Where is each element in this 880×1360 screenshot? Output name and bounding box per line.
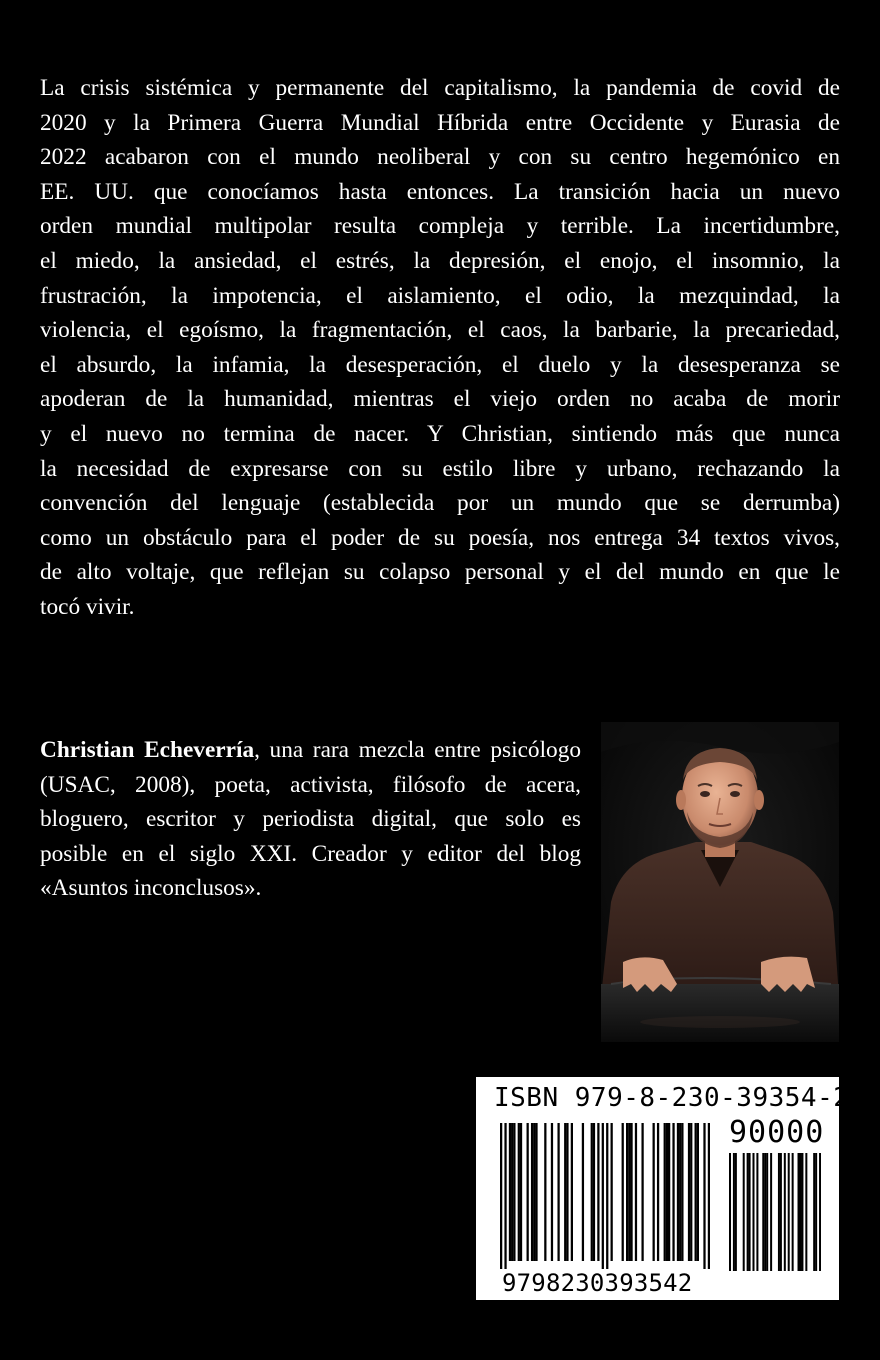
- barcode-bar: [593, 1123, 595, 1261]
- barcode-bar: [784, 1153, 786, 1271]
- isbn-label: ISBN 979-8-230-39354-2: [494, 1083, 850, 1113]
- author-bio-line: (USAC, 2008), poeta, activista, filósofo de acera,: [40, 771, 581, 798]
- barcode-bar: [780, 1153, 782, 1271]
- barcode-bar: [690, 1123, 692, 1261]
- synopsis-line: de alto voltaje, que reflejan su colapso personal y el del mundo en que le: [40, 559, 840, 586]
- barcode-bar: [697, 1123, 699, 1261]
- barcode-bar: [500, 1123, 502, 1269]
- author-bio-line: [40, 733, 581, 768]
- barcode-bar: [666, 1123, 668, 1261]
- barcode-bar: [657, 1123, 659, 1261]
- barcode-bar: [681, 1123, 683, 1261]
- isbn-barcode: [476, 1077, 850, 1300]
- synopsis-line: La crisis sistémica y permanente del capitalismo, la pandemia de covid de: [40, 75, 840, 101]
- barcode-bar: [571, 1123, 573, 1261]
- barcode-bar: [544, 1123, 546, 1261]
- barcode-bar: [778, 1153, 780, 1271]
- synopsis-line: 2022 acabaron con el mundo neoliberal y con su centro hegemónico en: [40, 144, 840, 171]
- barcode-bar: [762, 1153, 764, 1271]
- synopsis-line: convención del lenguaje (establecida por un mundo que se derrumba): [40, 490, 840, 517]
- synopsis-line: orden mundial multipolar resulta compleja y terrible. La incertidumbre,: [40, 213, 840, 240]
- barcode-bar: [582, 1123, 584, 1261]
- barcode-bar: [688, 1123, 690, 1261]
- synopsis-line: apoderan de la humanidad, mientras el viejo orden no acaba de morir: [40, 386, 840, 413]
- synopsis-line: el miedo, la ansiedad, el estrés, la depresión, el enojo, el insomnio, la: [40, 247, 840, 274]
- barcode-bar: [729, 1153, 731, 1271]
- barcode-bar: [801, 1153, 803, 1271]
- ean-digits: 9798230393542: [502, 1269, 693, 1297]
- barcode-bar: [752, 1153, 754, 1271]
- barcode-bar: [677, 1123, 679, 1261]
- barcode-bar: [819, 1153, 821, 1271]
- barcode-bar: [533, 1123, 535, 1261]
- author-bio-line: posible en el siglo XXI. Creador y editor del blog: [40, 840, 581, 867]
- barcode-bar: [635, 1123, 637, 1261]
- author-name: Christian Echeverría: [40, 737, 255, 763]
- synopsis-line: y el nuevo no termina de nacer. Y Christian, sintiendo más que nunca: [40, 420, 840, 447]
- author-bio-intro: , una rara mezcla entre psicólogo: [254, 737, 581, 763]
- barcode-bar: [518, 1123, 520, 1261]
- barcode-bar: [679, 1123, 681, 1261]
- barcode-bar: [735, 1153, 737, 1271]
- synopsis-line: la necesidad de expresarse con su estilo libre y urbano, rechazando la: [40, 455, 840, 482]
- barcode-bar: [799, 1153, 801, 1271]
- barcode-bar: [520, 1123, 522, 1261]
- barcode-bar: [792, 1153, 794, 1271]
- synopsis-line: violencia, el egoísmo, la fragmentación, el caos, la barbarie, la precariedad,: [40, 317, 840, 344]
- barcode-bar: [626, 1123, 628, 1261]
- barcode-bar: [770, 1153, 772, 1271]
- author-bio-line: bloguero, escritor y periodista digital, que solo es: [40, 806, 581, 833]
- synopsis-line: como un obstáculo para el poder de su poesía, nos entrega 34 textos vivos,: [40, 524, 840, 551]
- ean13-bars: [500, 1123, 710, 1269]
- barcode-bar: [749, 1153, 751, 1271]
- barcode-bar: [766, 1153, 768, 1271]
- barcode-bar: [798, 1153, 800, 1271]
- barcode-bar: [509, 1123, 511, 1261]
- barcode-bar: [504, 1123, 506, 1269]
- barcode-bar: [597, 1123, 599, 1261]
- barcode-bar: [628, 1123, 630, 1261]
- synopsis-line: EE. UU. que conocíamos hasta entonces. La transición hacia un nuevo: [40, 178, 840, 205]
- barcode-bar: [703, 1123, 705, 1269]
- price-addon-bars: [729, 1153, 821, 1271]
- synopsis-line: frustración, la impotencia, el aislamiento, el odio, la mezquindad, la: [40, 282, 840, 309]
- barcode-bar: [611, 1123, 613, 1261]
- barcode-bar: [668, 1123, 670, 1261]
- barcode-bar: [527, 1123, 529, 1261]
- barcode-bar: [511, 1123, 513, 1261]
- barcode-bar: [805, 1153, 807, 1271]
- synopsis-line: el absurdo, la infamia, la desesperación, el duelo y la desesperanza se: [40, 351, 840, 378]
- barcode-bar: [764, 1153, 766, 1271]
- synopsis-text: [40, 71, 840, 625]
- barcode-bar: [747, 1153, 749, 1271]
- barcode-bar: [653, 1123, 655, 1261]
- barcode-bar: [641, 1123, 643, 1261]
- author-bio: [40, 733, 581, 906]
- author-bio-line: «Asuntos inconclusos».: [40, 875, 262, 902]
- synopsis-line: 2020 y la Primera Guerra Mundial Híbrida entre Occidente y Eurasia de: [40, 109, 840, 136]
- barcode-bar: [566, 1123, 568, 1261]
- barcode-bar: [695, 1123, 697, 1261]
- barcode-bar: [672, 1123, 674, 1261]
- synopsis-line: tocó vivir.: [40, 593, 135, 620]
- barcode-bar: [602, 1123, 604, 1269]
- barcode-bar: [513, 1123, 515, 1261]
- barcode-bar: [564, 1123, 566, 1261]
- barcode-bar: [531, 1123, 533, 1261]
- barcode-bar: [708, 1123, 710, 1269]
- barcode-bar: [664, 1123, 666, 1261]
- barcode-bar: [606, 1123, 608, 1269]
- barcode-bar: [630, 1123, 632, 1261]
- barcode-bar: [535, 1123, 537, 1261]
- barcode-bar: [788, 1153, 790, 1271]
- barcode-bar: [557, 1123, 559, 1261]
- author-portrait-illustration: [601, 722, 839, 1042]
- barcode-bar: [756, 1153, 758, 1271]
- barcode-bar: [551, 1123, 553, 1261]
- barcode-bar: [622, 1123, 624, 1261]
- price-code: 90000: [729, 1115, 825, 1150]
- barcode-bar: [743, 1153, 745, 1271]
- barcode-bar: [591, 1123, 593, 1261]
- barcode-bar: [733, 1153, 735, 1271]
- barcode-bar: [815, 1153, 817, 1271]
- barcode-bar: [813, 1153, 815, 1271]
- author-photo: [601, 722, 839, 1042]
